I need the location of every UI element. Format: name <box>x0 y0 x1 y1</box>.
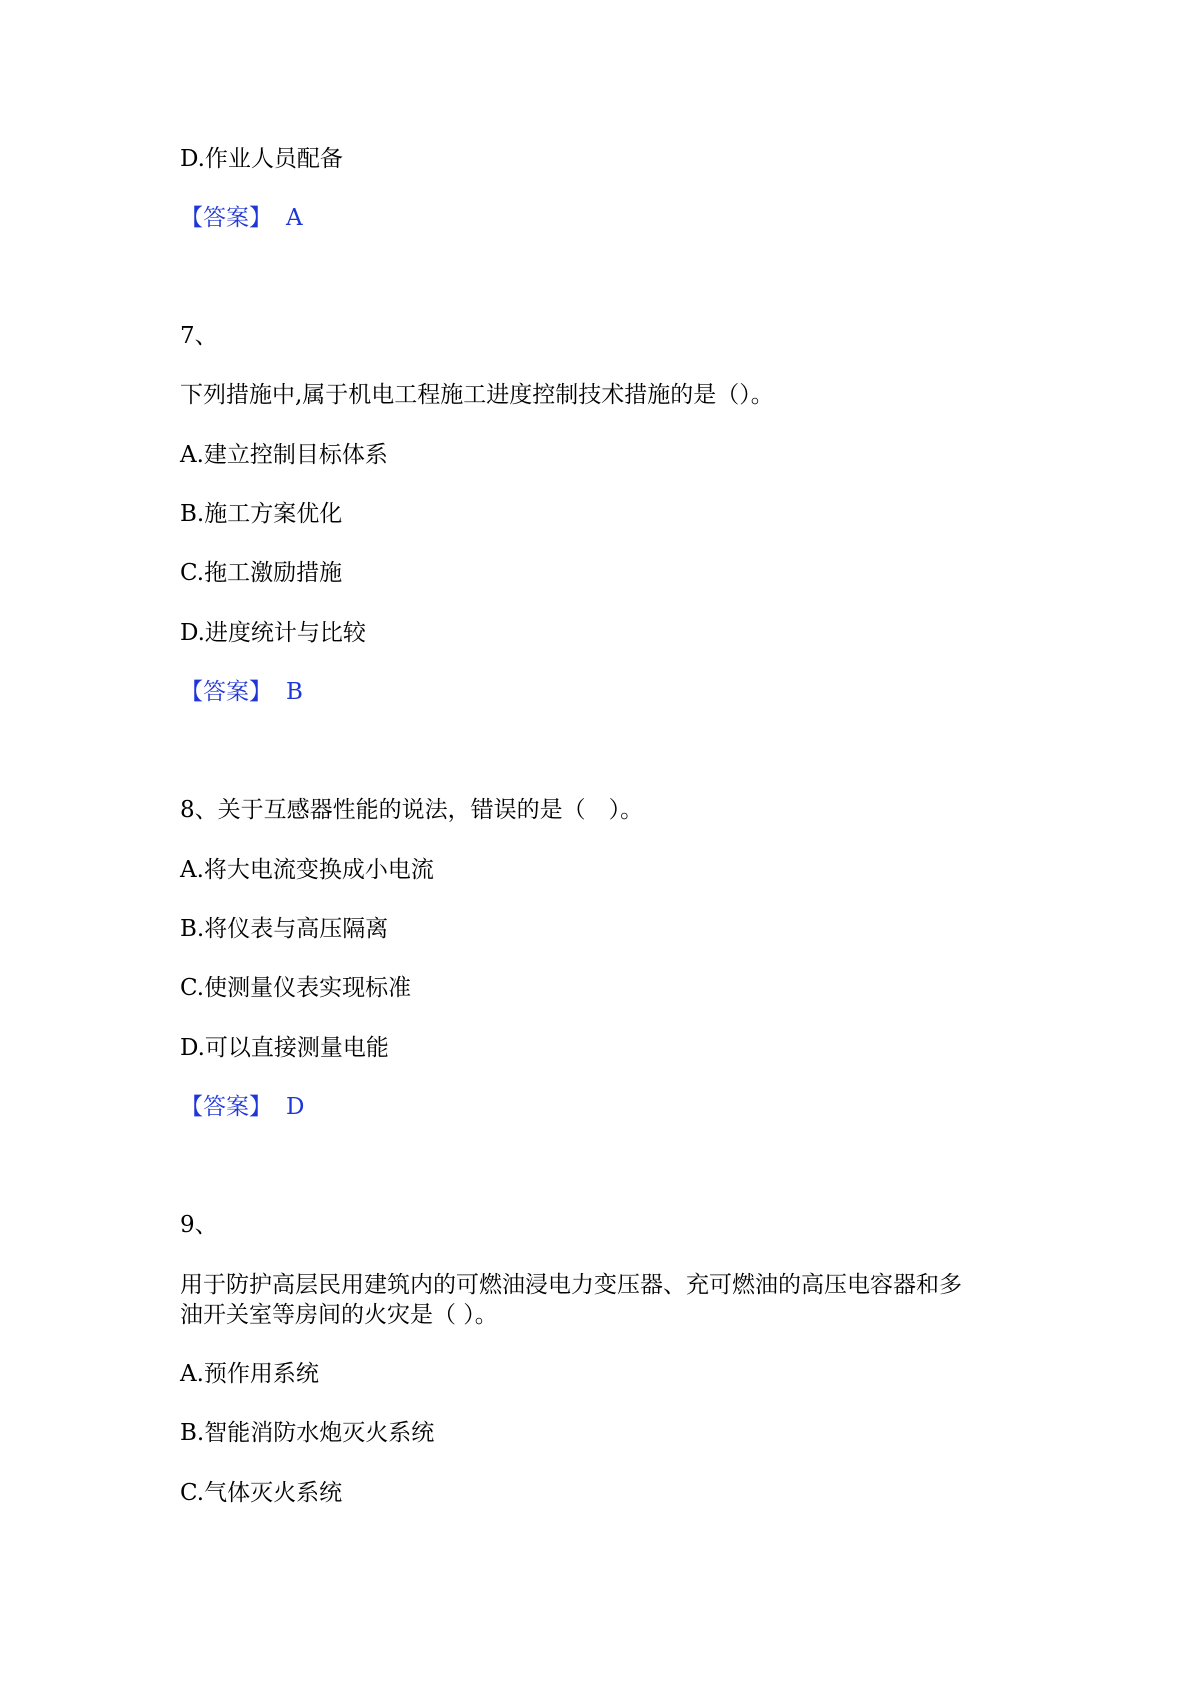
answer-label: 【答案】 <box>180 679 272 705</box>
q8-option-c: C.使测量仪表实现标准 <box>180 975 412 1001</box>
q7-answer <box>180 677 303 707</box>
answer-value: D <box>286 1094 305 1120</box>
q9-option-a: A.预作用系统 <box>180 1361 319 1387</box>
q7-option-a: A.建立控制目标体系 <box>180 442 388 468</box>
q6-option-d: D.作业人员配备 <box>180 146 343 172</box>
q6-answer <box>180 203 303 233</box>
q9-stem-line2: 油开关室等房间的火灾是（ ）。 <box>180 1302 498 1328</box>
q8-option-b: B.将仪表与高压隔离 <box>180 916 389 942</box>
q9-stem-line1: 用于防护高层民用建筑内的可燃油浸电力变压器、充可燃油的高压电容器和多 <box>180 1272 962 1298</box>
q7-option-b: B.施工方案优化 <box>180 501 343 527</box>
q7-number: 7、 <box>180 323 218 349</box>
q8-answer <box>180 1092 304 1122</box>
answer-label: 【答案】 <box>180 205 272 231</box>
answer-value: B <box>286 679 303 705</box>
q9-number: 9、 <box>180 1212 218 1238</box>
q7-stem: 下列措施中,属于机电工程施工进度控制技术措施的是（）。 <box>180 382 774 408</box>
q8-option-d: D.可以直接测量电能 <box>180 1035 389 1061</box>
q9-option-c: C.气体灭火系统 <box>180 1480 343 1506</box>
q8-option-a: A.将大电流变换成小电流 <box>180 857 434 883</box>
answer-value: A <box>286 205 303 231</box>
answer-label: 【答案】 <box>180 1094 272 1120</box>
q9-option-b: B.智能消防水炮灭火系统 <box>180 1420 435 1446</box>
q7-option-d: D.进度统计与比较 <box>180 620 366 646</box>
q8-stem: 8、关于互感器性能的说法，错误的是（ ）。 <box>180 797 644 823</box>
q7-option-c: C.拖工激励措施 <box>180 560 343 586</box>
